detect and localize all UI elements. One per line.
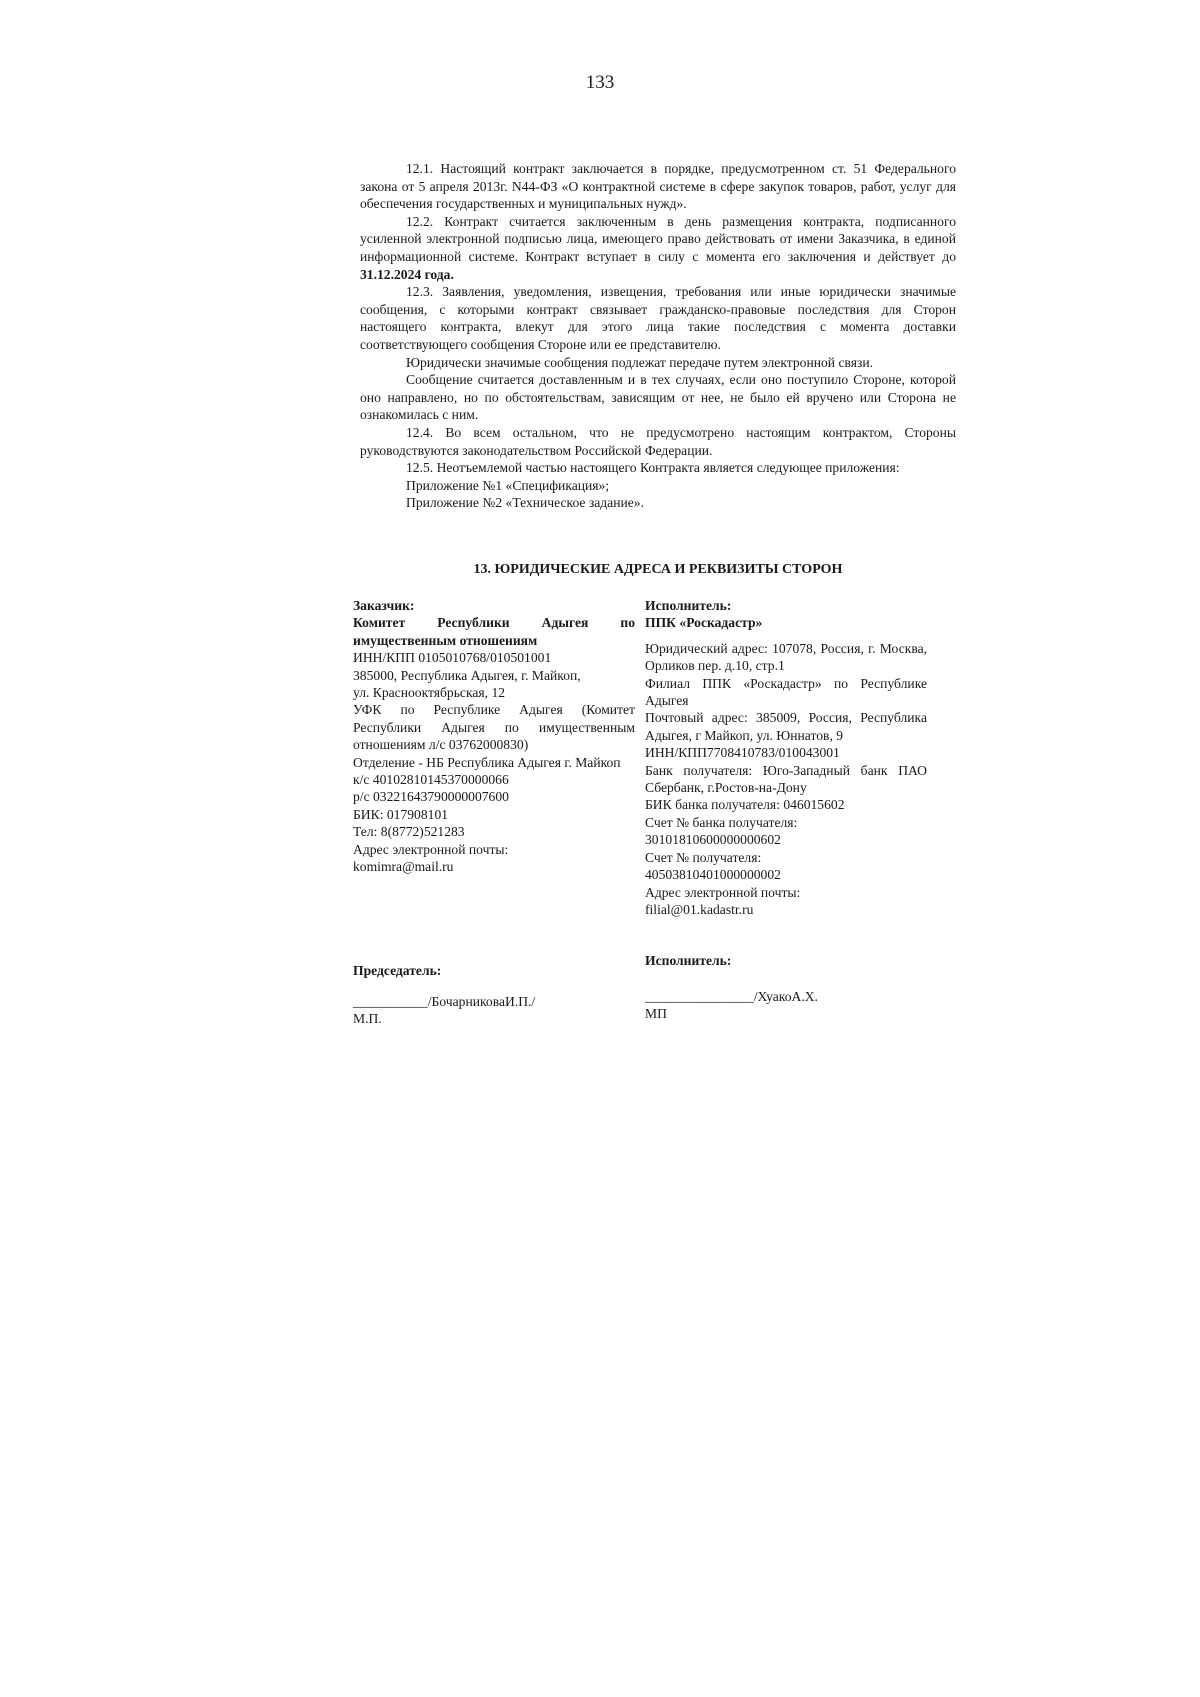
contractor-legal-address: Юридический адрес: 107078, Россия, г. Москва, Орликов пер. д.10, стр.1 (645, 640, 927, 674)
paragraph-12-2-text: 12.2. Контракт считается заключенным в день размещения контракта, подписанного усиленной электронной подписью лица, имеющего право действовать от имени Заказчика, в единой информационной системе. Контракт вступает в силу с момента его заключения и действует до (360, 213, 956, 264)
paragraph-12-1: 12.1. Настоящий контракт заключается в порядке, предусмотренном ст. 51 Федерального закона от 5 апреля 2013г. N44-ФЗ «О контрактной системе в сфере закупок товаров, работ, услуг для обеспечения государственных и муниципальных нужд». (360, 161, 956, 212)
contractor-inn: ИНН/КПП7708410783/010043001 (645, 745, 840, 761)
contractor-bank: Банк получателя: Юго-Западный банк ПАО Сбербанк, г.Ростов-на-Дону (645, 762, 927, 796)
customer-email: komimra@mail.ru (353, 859, 454, 875)
contractor-signer-block (645, 952, 731, 969)
customer-name: Комитет Республики Адыгея по имущественным отношениям (353, 615, 635, 648)
contractor-stamp: МП (645, 1006, 667, 1022)
appendix-1: Приложение №1 «Спецификация»; (406, 477, 610, 493)
contractor-signer-title: Исполнитель: (645, 953, 732, 968)
customer-signature (353, 993, 535, 1028)
customer-ufk: УФК по Республике Адыгея (Комитет Республики Адыгея по имущественным отношениям л/с 03762000830) (353, 702, 635, 753)
customer-stamp: М.П. (353, 1011, 382, 1027)
contract-body-text (360, 160, 956, 512)
customer-bank-branch: Отделение - НБ Республика Адыгея г. Майкоп (353, 754, 621, 770)
contractor-signature (645, 988, 818, 1023)
contractor-email-label: Адрес электронной почты: (645, 884, 801, 900)
contractor-account-label: Счет № получателя: (645, 849, 762, 865)
contractor-bank-account: 30101810600000000602 (645, 832, 781, 848)
contractor-signature-line: ________________/ХуакоА.Х. (645, 989, 818, 1004)
contractor-account: 40503810401000000002 (645, 867, 781, 883)
customer-bik: БИК: 017908101 (353, 806, 449, 822)
paragraph-12-5: 12.5. Неотъемлемой частью настоящего Контракта является следующее приложения: (406, 460, 900, 476)
section-title: 13. ЮРИДИЧЕСКИЕ АДРЕСА И РЕКВИЗИТЫ СТОРОН (473, 562, 843, 577)
customer-address-2: ул. Краснооктябрьская, 12 (353, 685, 506, 701)
paragraph-legal-messages: Юридически значимые сообщения подлежат передаче путем электронной связи. (406, 354, 874, 370)
customer-phone: Тел: 8(8772)521283 (353, 824, 465, 840)
customer-signer-block (353, 962, 441, 979)
customer-details (353, 597, 635, 876)
page-number: 133 (585, 72, 615, 93)
customer-role: Заказчик: (353, 598, 415, 613)
contractor-name: ППК «Роскадастр» (645, 615, 763, 631)
contractor-role: Исполнитель: (645, 598, 732, 613)
customer-inn: ИНН/КПП 0105010768/010501001 (353, 650, 552, 666)
paragraph-delivery: Сообщение считается доставленным и в тех случаях, если оно поступило Стороне, которой оно направлено, но по обстоятельствам, зависящим от нее, не было ей вручено или Сторона не ознакомилась с ним. (360, 372, 956, 423)
appendix-2: Приложение №2 «Техническое задание». (406, 495, 644, 511)
customer-signature-line: ___________/БочарниковаИ.П./ (353, 994, 536, 1009)
customer-address-1: 385000, Республика Адыгея, г. Майкоп, (353, 667, 581, 683)
contractor-bank-account-label: Счет № банка получателя: (645, 814, 798, 830)
customer-corr-account: к/с 40102810145370000066 (353, 772, 509, 788)
contract-end-date: 31.12.2024 года. (360, 266, 454, 282)
paragraph-12-3: 12.3. Заявления, уведомления, извещения, требования или иные юридически значимые сообщения, с которыми контракт связывает гражданско-правовые последствия для Сторон настоящего контракта, влекут для этого лица такие последствия с момента доставки соответствующего сообщения Стороне или ее представителю. (360, 284, 956, 352)
customer-email-label: Адрес электронной почты: (353, 841, 509, 857)
contractor-branch: Филиал ППК «Роскадастр» по Республике Адыгея (645, 675, 927, 709)
contractor-email: filial@01.kadastr.ru (645, 901, 754, 917)
paragraph-12-4: 12.4. Во всем остальном, что не предусмотрено настоящим контрактом, Стороны руководствуются законодательством Российской Федерации. (360, 424, 956, 458)
paragraph-12-2 (360, 213, 956, 283)
contractor-bik: БИК банка получателя: 046015602 (645, 797, 845, 813)
contractor-postal-address: Почтовый адрес: 385009, Россия, Республика Адыгея, г Майкоп, ул. Юннатов, 9 (645, 710, 927, 743)
contractor-details (645, 597, 927, 918)
customer-account: р/с 03221643790000007600 (353, 789, 509, 805)
customer-signer-title: Председатель: (353, 963, 442, 978)
